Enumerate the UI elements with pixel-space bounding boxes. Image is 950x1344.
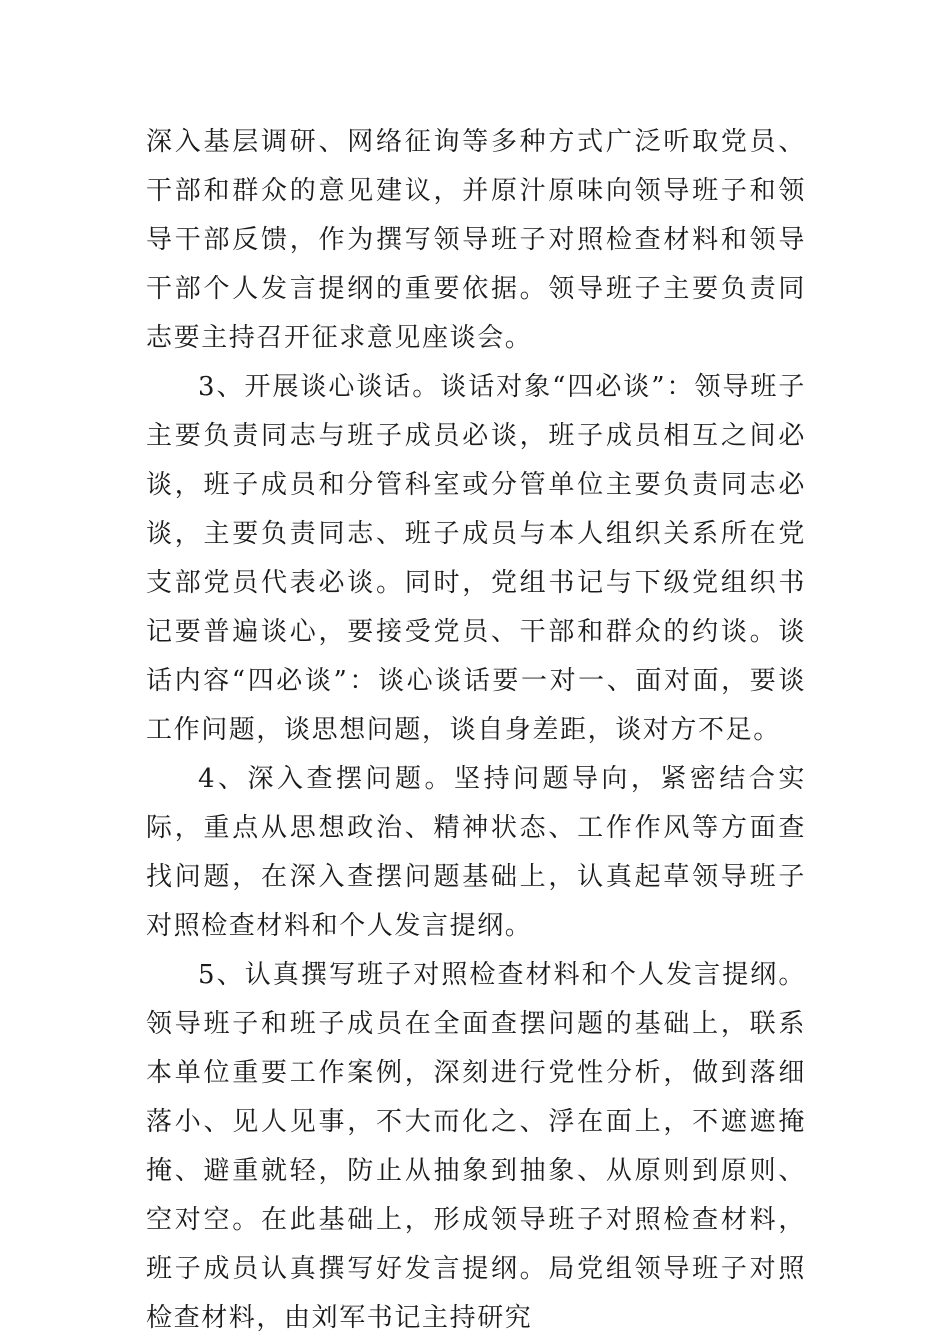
paragraph-4-identify-problems: 4、深入查摆问题。坚持问题导向，紧密结合实际，重点从思想政治、精神状态、工作作风等方面查找问题，在深入查摆问题基础上，认真起草领导班子对照检查材料和个人发言提纲。 bbox=[146, 764, 806, 941]
document-body bbox=[146, 118, 806, 1343]
paragraph-5-write-materials: 5、认真撰写班子对照检查材料和个人发言提纲。领导班子和班子成员在全面查摆问题的基础上，联系本单位重要工作案例，深刻进行党性分析，做到落细落小、见人见事，不大而化之、浮在面上，不遮遮掩掩、避重就轻，防止从抽象到抽象、从原则到原则、空对空。在此基础上，形成领导班子对照检查材料，班子成员认真撰写好发言提纲。局党组领导班子对照检查材料，由刘军书记主持研究 bbox=[146, 960, 806, 1333]
paragraph-continued: 深入基层调研、网络征询等多种方式广泛听取党员、干部和群众的意见建议，并原汁原味向领导班子和领导干部反馈，作为撰写领导班子对照检查材料和领导干部个人发言提纲的重要依据。领导班子主要负责同志要主持召开征求意见座谈会。 bbox=[146, 127, 806, 353]
paragraph-3-heart-to-heart-talks: 3、开展谈心谈话。谈话对象“四必谈”：领导班子主要负责同志与班子成员必谈，班子成员相互之间必谈，班子成员和分管科室或分管单位主要负责同志必谈，主要负责同志、班子成员与本人组织关系所在党支部党员代表必谈。同时，党组书记与下级党组织书记要普遍谈心，要接受党员、干部和群众的约谈。谈话内容“四必谈”：谈心谈话要一对一、面对面，要谈工作问题，谈思想问题，谈自身差距，谈对方不足。 bbox=[146, 372, 806, 745]
